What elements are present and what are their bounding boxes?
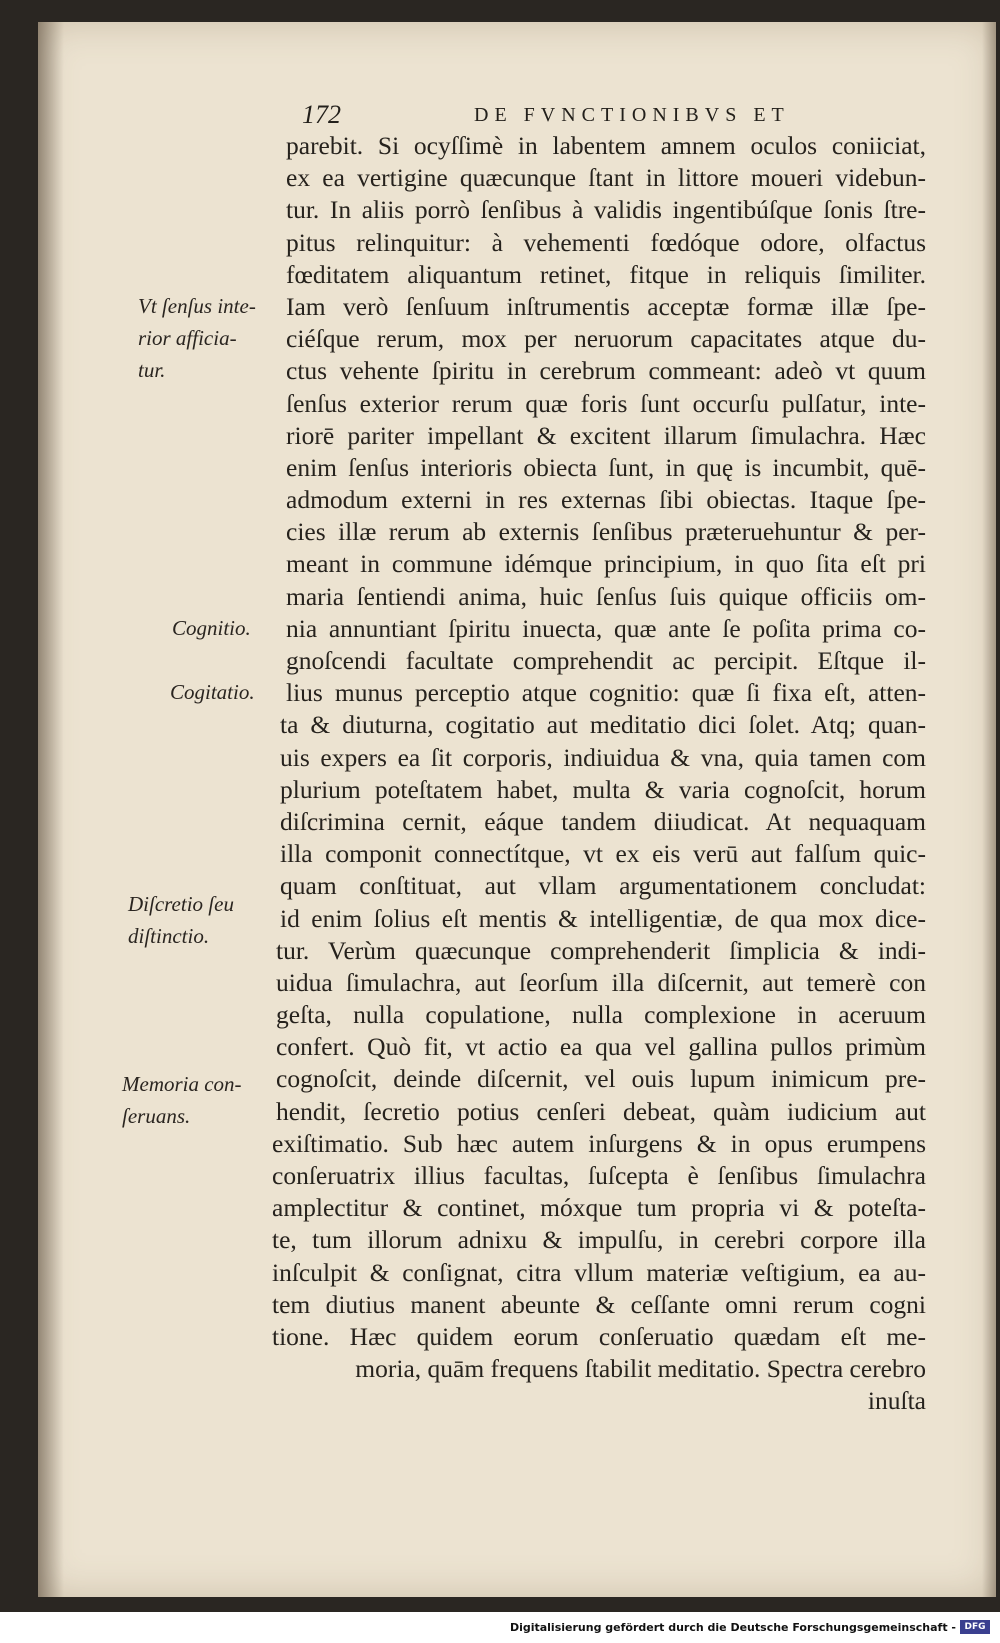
text-line: ſenſus exterior rerum quæ foris ſunt occurſu pulſatur, inte-	[286, 388, 926, 418]
text-line: plurium poteſtatem habet, multa & varia cognoſcit, horum	[280, 774, 926, 804]
text-line: tur. Verùm quæcunque comprehenderit ſimplicia & indi-	[276, 935, 926, 965]
margin-note-line: tur.	[138, 358, 166, 383]
text-line: conſeruatrix illius facultas, ſuſcepta è ſenſibus ſimulachra	[272, 1161, 926, 1190]
text-line: meant in commune idémque principium, in quo ſita eſt pri	[286, 549, 926, 579]
text-line: tem diutius manent abeunte & ceſſante omni rerum cogni	[272, 1289, 926, 1319]
text-line: enim ſenſus interioris obiecta ſunt, in quę is incumbit, quē-	[286, 452, 926, 482]
text-line: ctus vehente ſpiritu in cerebrum commeant: adeò vt quum	[286, 356, 926, 386]
text-line: tione. Hæc quidem eorum conſeruatio quædam eſt me-	[272, 1321, 926, 1351]
dfg-logo: DFG	[960, 1620, 990, 1634]
text-line: amplectitur & continet, móxque tum propria vi & poteſta-	[272, 1193, 926, 1223]
margin-note-line: Cogitatio.	[170, 680, 255, 704]
margin-note-line: rior afficia-	[138, 326, 237, 351]
footer-credit: Digitalisierung gefördert durch die Deutsche Forschungsgemeinschaft -	[509, 1621, 956, 1634]
text-line: quam conſtituat, aut vllam argumentationem concludat:	[280, 871, 926, 901]
text-line: cies illæ rerum ab externis ſenſibus præteruehuntur & per-	[286, 517, 926, 547]
margin-note	[122, 1068, 242, 1132]
margin-note-line: Cognitio.	[172, 616, 251, 640]
catchword: inuſta	[867, 1386, 926, 1416]
margin-note-line: Diſcretio ſeu	[128, 892, 234, 916]
text-line: cognoſcit, deinde diſcernit, vel ouis lupum inimicum pre-	[276, 1064, 926, 1094]
text-line: confert. Quò fit, vt actio ea qua vel gallina pullos primùm	[276, 1032, 926, 1062]
text-line: diſcrimina cernit, eáque tandem diiudicat. At nequaquam	[280, 806, 926, 836]
text-line: hendit, ſecretio potius cenſeri debeat, quàm iudicium aut	[276, 1096, 926, 1126]
text-line: moria, quām frequens ſtabilit meditatio. Spectra cerebro	[355, 1354, 926, 1384]
text-line: fœditatem aliquantum retinet, fitque in reliquis ſimiliter.	[286, 259, 926, 289]
margin-note-line: ſeruans.	[122, 1104, 191, 1129]
text-line: exiſtimatio. Sub hæc autem inſurgens & in opus erumpens	[272, 1128, 926, 1158]
text-line: tur. In aliis porrò ſenſibus à validis ingentibúſque ſonis ſtre-	[286, 195, 926, 225]
running-title: DE FVNCTIONIBVS ET	[474, 104, 790, 126]
footer-bar	[0, 1614, 1000, 1643]
text-line: id enim ſolius eſt mentis & intelligentiæ, de qua mox dice-	[280, 903, 926, 933]
text-line: geſta, nulla copulatione, nulla complexione in aceruum	[276, 1000, 926, 1030]
margin-note	[138, 290, 256, 387]
text-line: ex ea vertigine quæcunque ſtant in littore moueri videbun-	[286, 163, 926, 193]
margin-note	[128, 888, 234, 952]
text-line: nia annuntiant ſpiritu inuecta, quæ ante ſe poſita prima co-	[286, 613, 926, 643]
text-line: maria ſentiendi anima, huic ſenſus ſuis quique officiis om-	[286, 581, 926, 611]
text-line: ta & diuturna, cogitatio aut meditatio dici ſolet. Atq; quan-	[280, 710, 926, 740]
text-line: pitus relinquitur: à vehementi fœdóque odore, olfactus	[286, 227, 926, 257]
margin-note	[170, 676, 255, 708]
margin-note	[172, 612, 251, 644]
page-number: 172	[302, 100, 341, 129]
text-line: te, tum illorum adnixu & impulſu, in cerebri corpore illa	[272, 1225, 926, 1255]
text-line: lius munus perceptio atque cognitio: quæ ſi fixa eſt, atten-	[286, 678, 926, 708]
margin-note-line: Memoria con-	[122, 1072, 242, 1096]
text-line: uis expers ea ſit corporis, indiuidua & vna, quia tamen com	[280, 742, 926, 772]
text-line: riorē pariter impellant & excitent illarum ſimulachra. Hæc	[286, 420, 926, 450]
body-text	[272, 130, 986, 1418]
text-line: ciéſque rerum, mox per neruorum capacitates atque du-	[286, 324, 926, 354]
text-line: inſculpit & conſignat, citra vllum materiæ veſtigium, ea au-	[272, 1257, 926, 1287]
text-line: admodum externi in res externas ſibi obiectas. Itaque ſpe-	[286, 485, 926, 515]
page-header	[38, 100, 996, 134]
book-page	[38, 22, 996, 1597]
margin-note-line: Vt ſenſus inte-	[138, 294, 256, 318]
text-line: parebit. Si ocyſſimè in labentem amnem oculos coniiciat,	[286, 131, 926, 160]
text-line: illa componit connectítque, vt ex eis verū aut falſum quic-	[280, 839, 926, 869]
margin-note-line: diſtinctio.	[128, 924, 210, 949]
spine-shadow	[38, 22, 64, 1597]
text-line: uidua ſimulachra, aut ſeorſum illa diſcernit, aut temerè con	[276, 967, 926, 997]
text-line: Iam verò ſenſuum inſtrumentis acceptæ formæ illæ ſpe-	[286, 291, 926, 321]
text-line: gnoſcendi facultate comprehendit ac percipit. Eſtque il-	[286, 646, 926, 675]
